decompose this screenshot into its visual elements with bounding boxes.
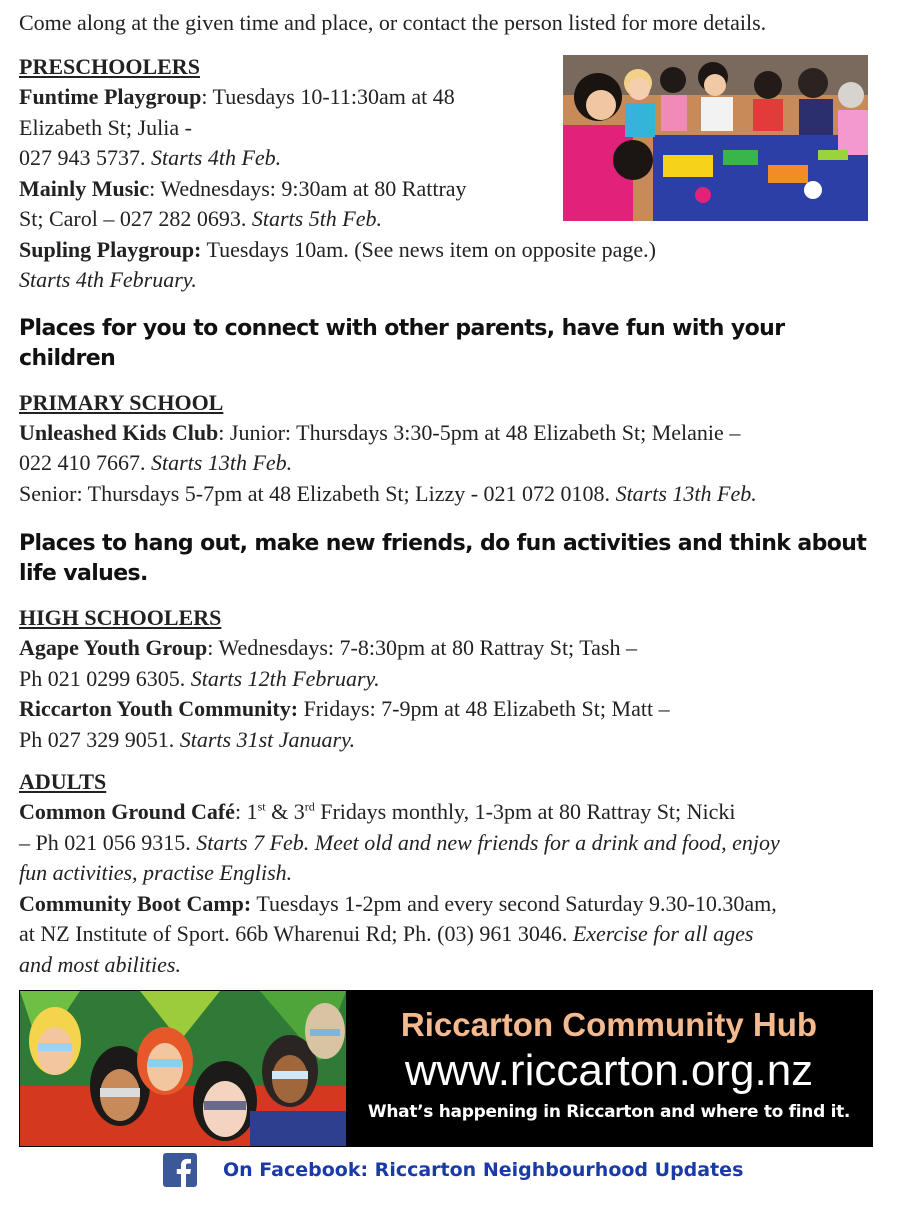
facebook-link[interactable]	[163, 1152, 743, 1188]
agape-name: Agape Youth Group	[19, 635, 208, 660]
cafe-line2: – Ph 021 056 9315. Starts 7 Feb. Meet old and new friends for a drink and food, enjoy	[19, 829, 780, 855]
unleashed-starts: Starts 13th Feb.	[151, 450, 293, 475]
mainly-line2: St; Carol – 027 282 0693. Starts 5th Feb.	[19, 206, 383, 231]
facebook-text: On Facebook: Riccarton Neighbourhood Updates	[223, 1159, 744, 1181]
bootcamp-line1: Community Boot Camp: Tuesdays 1-2pm and every second Saturday 9.30-10.30am,	[19, 890, 777, 916]
bootcamp-line2: at NZ Institute of Sport. 66b Wharenui Rd; Ph. (03) 961 3046. Exercise for all ages	[19, 921, 754, 946]
supling-line1: Supling Playgroup: Tuesdays 10am. (See news item on opposite page.)	[19, 236, 656, 262]
bootcamp-line3: and most abilities.	[19, 951, 181, 977]
riccarton-youth-name: Riccarton Youth Community:	[19, 696, 299, 721]
riccarton-youth-line1: Riccarton Youth Community: Fridays: 7-9pm at 48 Elizabeth St; Matt –	[19, 696, 670, 721]
hub-url-link[interactable]: www.riccarton.org.nz	[404, 1046, 814, 1095]
unleashed-line2: 022 410 7667. Starts 13th Feb.	[19, 450, 293, 475]
supling-starts: Starts 4th February.	[19, 267, 197, 292]
riccarton-youth-line2: Ph 027 329 9051. Starts 31st January.	[19, 726, 356, 752]
bootcamp-name: Community Boot Camp:	[19, 890, 252, 916]
cafe-line3: fun activities, practise English.	[19, 860, 293, 885]
preschoolers-heading: PRESCHOOLERS	[19, 54, 200, 79]
riccarton-youth-starts: Starts 31st January.	[179, 726, 356, 752]
funtime-name: Funtime Playgroup	[19, 84, 202, 109]
hub-subtitle: What’s happening in Riccarton and where to find it.	[367, 1102, 851, 1122]
funtime-starts: Starts 4th Feb.	[151, 145, 282, 170]
cafe-name: Common Ground Café	[19, 799, 235, 824]
senior-starts: Starts 13th Feb.	[615, 480, 757, 506]
primary-heading: PRIMARY SCHOOL	[19, 389, 224, 415]
hub-title: Riccarton Community Hub	[400, 1006, 818, 1043]
unleashed-name: Unleashed Kids Club	[19, 419, 219, 445]
banner-illustration	[20, 991, 346, 1146]
banner-text	[346, 991, 872, 1146]
supling-name: Supling Playgroup:	[19, 236, 202, 262]
agape-line2: Ph 021 0299 6305. Starts 12th February.	[19, 665, 380, 691]
facebook-icon	[163, 1153, 197, 1187]
mainly-line1: Mainly Music: Wednesdays: 9:30am at 80 Rattray	[19, 175, 467, 201]
agape-starts: Starts 12th February.	[190, 665, 380, 691]
intro-text: Come along at the given time and place, or contact the person listed for more details.	[19, 10, 767, 35]
community-hub-banner	[19, 990, 873, 1147]
cafe-line1: Common Ground Café: 1st & 3rd Fridays monthly, 1-3pm at 80 Rattray St; Nicki	[19, 799, 736, 824]
funtime-line3: 027 943 5737. Starts 4th Feb.	[19, 145, 282, 170]
mainly-starts: Starts 5th Feb.	[251, 206, 383, 231]
high-heading: HIGH SCHOOLERS	[19, 605, 222, 630]
funtime-line1: Funtime Playgroup: Tuesdays 10-11:30am at 48	[19, 84, 455, 109]
mainly-name: Mainly Music	[19, 175, 150, 201]
senior-line: Senior: Thursdays 5-7pm at 48 Elizabeth St; Lizzy - 021 072 0108. Starts 13th Feb.	[19, 480, 757, 506]
tagline-parents: Places for you to connect with other parents, have fun with your children	[19, 315, 785, 371]
tagline-hangout: Places to hang out, make new friends, do fun activities and think about life values.	[19, 531, 867, 586]
funtime-line2: Elizabeth St; Julia -	[19, 114, 192, 140]
adults-heading: ADULTS	[19, 769, 107, 794]
unleashed-line1: Unleashed Kids Club: Junior: Thursdays 3:30-5pm at 48 Elizabeth St; Melanie –	[19, 419, 741, 445]
agape-line1: Agape Youth Group: Wednesdays: 7-8:30pm at 80 Rattray St; Tash –	[19, 635, 638, 660]
preschool-photo	[563, 55, 868, 221]
